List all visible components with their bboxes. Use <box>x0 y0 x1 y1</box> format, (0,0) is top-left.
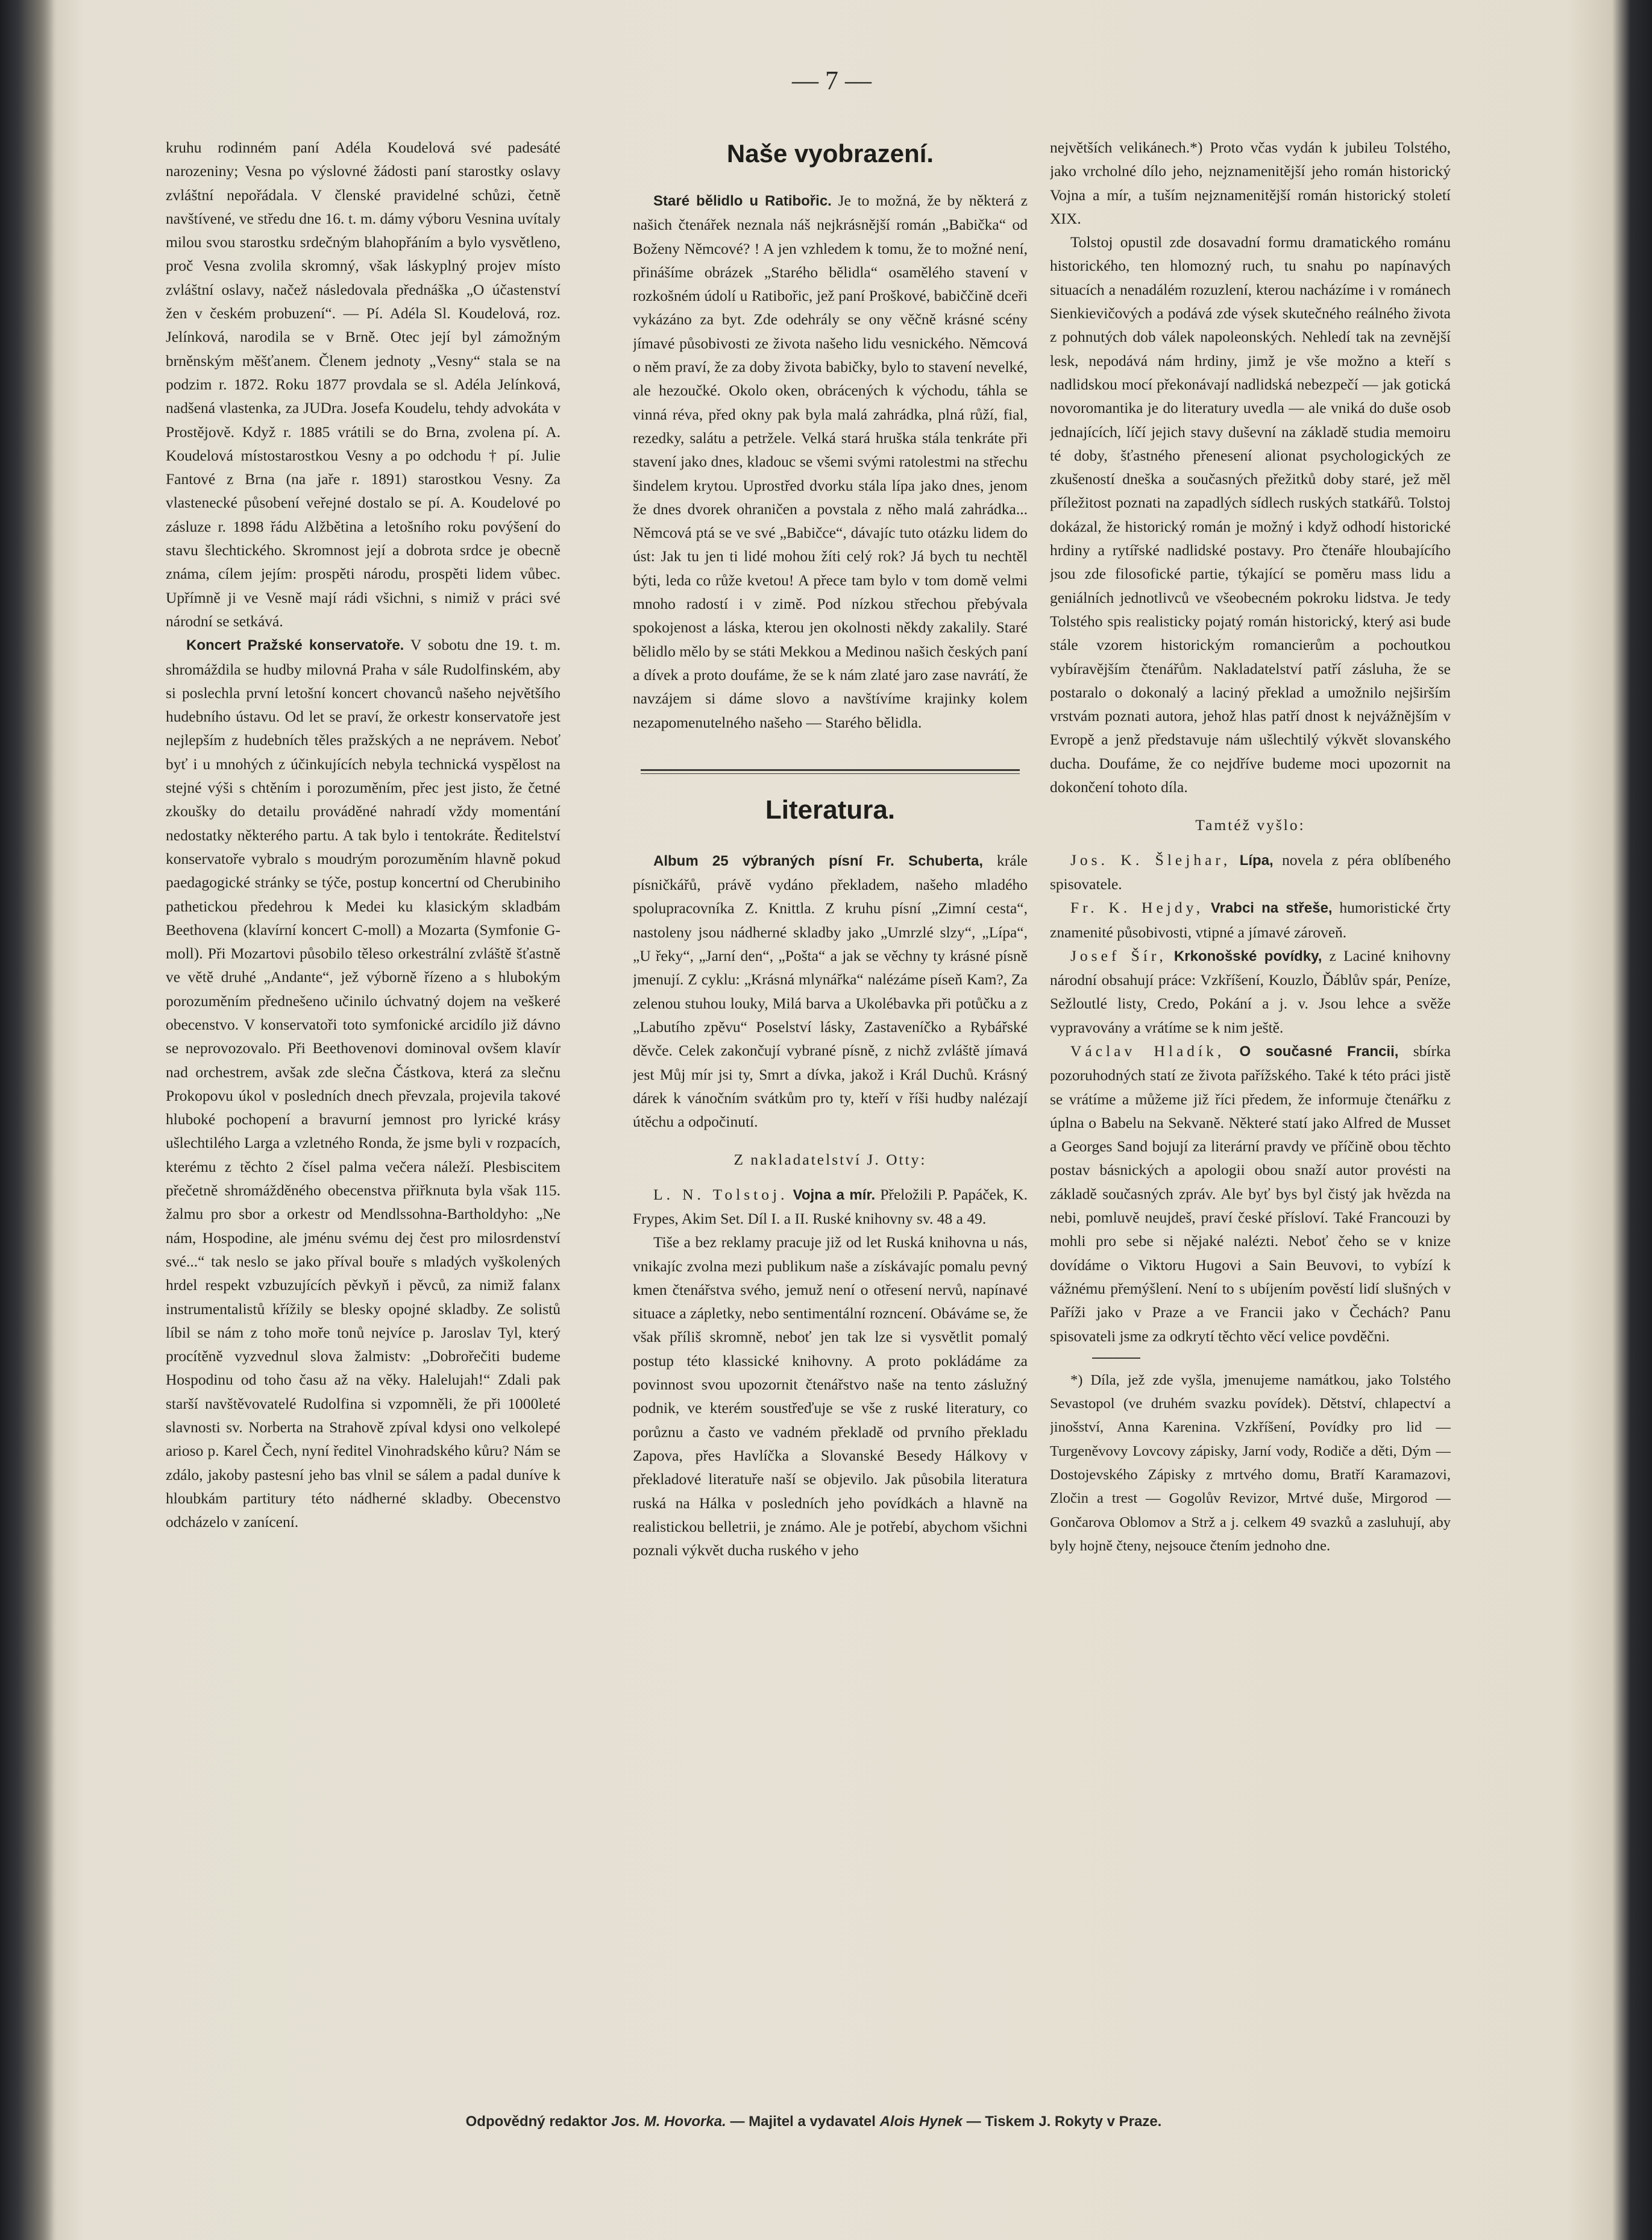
section-divider <box>641 769 1020 774</box>
entry-vrabci <box>1050 896 1451 944</box>
entry-text: humoristické črty znamenité působivosti, vtipné a jímavé zároveň. <box>1050 899 1451 941</box>
review-continued-text: největších velikánech.*) Proto včas vydán k jubileu Tolstého, jako vrcholné dílo jeho, nejznamenitější jeho román historický Vojna a mír, a tuším nejznamenitější román historický století XIX. <box>1050 139 1451 227</box>
column-middle <box>633 136 1028 2089</box>
review-title: Vojna a mír. <box>793 1186 876 1203</box>
section-heading-literatura: Literatura. <box>765 794 896 825</box>
footer-publisher-label: — Majitel a vydavatel <box>730 2113 876 2130</box>
column-left <box>166 136 561 2089</box>
article-konservator-heading: Koncert Pražské konservatoře. <box>186 637 404 654</box>
entry-francie <box>1050 1039 1451 1348</box>
section-heading-vyobrazeni: Naše vyobrazení. <box>726 139 934 168</box>
article-belidlo <box>633 189 1028 734</box>
review-details: Přeložili P. Papáček, K. Frypes, Akim Set. Díl I. a II. Ruské knihovny sv. 48 a 49. <box>633 1185 1028 1227</box>
entry-title: Lípa, <box>1239 852 1274 869</box>
column-right <box>1050 136 1451 2089</box>
review-vojna-a-mir <box>633 1183 1028 1231</box>
entry-title: Krkonošské povídky, <box>1173 948 1322 964</box>
footer-publisher-name: Alois Hynek <box>879 2113 963 2130</box>
entry-title: Vrabci na střeše, <box>1210 900 1333 917</box>
review-schubert-heading: Album 25 výbraných písní Fr. Schuberta, <box>653 852 984 869</box>
entry-text: novela z péra oblíbeného spisovatele. <box>1050 851 1451 893</box>
footnote-rule <box>1092 1358 1140 1359</box>
publisher-subheading: Z nakladatelství J. Otty: <box>733 1151 927 1169</box>
entry-author: Václav Hladík, <box>1070 1042 1225 1060</box>
article-konservator-text: V sobotu dne 19. t. m. shromáždila se hudby milovná Praha v sále Rudolfinském, aby si poslechla první letošní koncert chovanců našeho největšího hudebního ústavu. Od let se praví, že orkestr konservatoře jest nejlepším z hudebních těles pražských a ne neprávem. Neboť byť i u mnohých z účinkujících nebyla technická vyspělost na stejné výši s chtěním i porozuměním, přec jest jisto, že četné zkoušky do detailu prováděné nahradí vždy momentání nedostatky některého partu. A tak bylo i tentokráte. Ředitelství konservatoře vybralo s moudrým porozuměním hlavně pokud paedagogické stránky se týče, postup koncertní od Cherubiniho pathetickou předehrou k Medei ku klasickým skladbám Beethovena (klavírní koncert C-moll) a Mozarta (Symfonie G-moll). Při Mozartovi působilo těleso orkestrální zvláště šťastně ve větě druhé „Andante“, jež výborně řízeno a s hlubokým porozuměním přednešeno učinilo úchvatný dojem na veškeré obecenstvo. V konservatoři toto symfonické arcidílo již dávno se neprovozovalo. Při Beethovenovi dominoval ovšem klavír nad orchestrem, avšak zde slečna Částkova, která za slečnu Prokopovu úkol v posledních dnech převzala, projevila takové hluboké pochopení a bravurní jemnost pro lyrické krásy ušlechtilého Larga a vzletného Ronda, že jsme byli v rozpacích, kterému z těchto 2 čísel palma večera náleží. Plesbiscitem přečetně shromážděného obecenstva přiřknuta byla však 115. žalmu pro sbor a orkestr od Mendlssohna-Bartholdyho: „Ne nám, Hospodine, ale jménu svému dej čest pro milosrdenství své...“ tak neslo se jako příval bouře s mladých vyškolených hrdel respekt vzbuzujících pěvkyň i pěvců, za nimiž falanx instrumentalistů křížily se blesky opojné skladby. Ze solistů líbil se nám z toho moře tonů nejvíce p. Jaroslav Tyl, který procítěně vyzvednul slova žalmistv: „Dobrořečiti budeme Hospodinu od toho času až na věky. Halelujah!“ Zdali pak starší navštěvovatelé Rudolfina si vzpomněli, že při 1000leté slavnosti sv. Norberta na Strahově zpíval kdysi ono velkolepé arioso p. Karel Čech, nyní ředitel Vinohradského kůru? Nám se zdálo, jakoby pastesní jeho bas vlnil se sálem a padal duníve k hloubkám partitury této nádherné skladby. Obecenstvo odcházelo v zanícení. <box>166 636 561 1531</box>
article-koudelova-text: kruhu rodinném paní Adéla Koudelová své padesáté narozeniny; Vesna po výslovné žádosti paní starostky oslavy zvláštní nepořádala. V členské pravidelné schůzi, četně navštívené, ve středu dne 16. t. m. dámy výboru Vesnina uvítaly milou svou starostku srdečným blahopřáním a bylo vysvětleno, proč Vesna zvolila skromný, však láskyplný projev místo zvláštní oslavy, načež následovala přednáška „O účastenství žen v českém probuzení“. — Pí. Adéla Sl. Koudelová, roz. Jelínková, narodila se v Brně. Otec její byl zámožným brněnským měšťanem. Členem jednoty „Vesny“ stala se na podzim r. 1872. Roku 1877 provdala se sl. Adéla Jelínková, nadšená vlastenka, za JUDra. Josefa Koudelu, tehdy advokáta v Prostějově. Když r. 1885 vrátili se do Brna, zvolena pí. A. Koudelová místostarostkou Vesny a po odchodu † pí. Julie Fantové z Brna (na jaře r. 1891) starostkou Vesny. Za vlastenecké působení veřejné dostalo se pí. A. Koudelové po zásluze r. 1898 řádu Alžbětina a letošního roku povýšení do stavu šlechtického. Skromnost její a dobrota srdce je obecně známa, cílem jejím: prospěti národu, prospěti lidem vůbec. Upřímně ji ve Vesně mají rádi všichni, s nimiž v práci své národní se setkává. <box>166 139 561 630</box>
entry-text: z Laciné knihovny národní obsahují práce: Vzkříšení, Kouzlo, Ďáblův spár, Peníze, Sežloutlé listy, Credo, Pokání a j. v. Jsou lehce a svěže vypravovány a vrátíme se k nim ještě. <box>1050 946 1451 1036</box>
review-ruska-knihovna-text: Tiše a bez reklamy pracuje již od let Ruská knihovna u nás, vnikajíc zvolna mezi publikum naše a získávajíc pomalu pevný kmen čtenářstva svého, jemuž není o otřesení nervů, napínavé situace a zápletky, nebo sentimentální rozncení. Obáváme se, že však příliš skromně, neboť jen tak lze si vysvětlit pomalý postup této klassické knihovny. A proto pokládáme za povinnost svou upozornit čtenářstvo naše na tento záslužný podnik, ve kterém soustřeďuje se vše z ruské literatury, co porůznu a často ve vadném překladě od prvního překladu Zapova, přes Havlíčka a Slovanské Besedy Hálkovy v překladové literatuře naší se objevilo. Jak působila literatura ruská na Hálka v posledních jeho povídkách a hlavně na realistickou belletrii, je známo. Ale je potřebí, abychom všichni poznali výkvět ducha ruského v jeho <box>633 1233 1028 1559</box>
footer-editor-name: Jos. M. Hovorka. <box>611 2113 726 2130</box>
book-gutter-shadow <box>0 0 54 2240</box>
entry-lipa <box>1050 848 1451 896</box>
entry-title: O současné Francii, <box>1239 1043 1399 1060</box>
page-number: — 7 — <box>792 66 872 95</box>
page-footer <box>181 2113 1446 2130</box>
article-belidlo-heading: Staré bělidlo u Ratibořic. <box>653 193 832 209</box>
review-author: L. N. Tolstoj. <box>653 1185 788 1203</box>
entry-text: sbírka pozoruhodných statí ze života pařížského. Také k této práci jistě se vrátíme a můžeme již říci předem, že informuje čtenářku z úplna o Babelu na Sekvaně. Některé statí jako Alfred de Musset a Georges Sand bojují za literární pravdy ve příčině obou těchto postav básnických a apologii obou snaží autor provésti na základě současných zpráv. Ale byť bys byl čistý jak hvězda na nebi, pomluvě neujdeš, praví české přísloví. Také Francouzi by mohli pro sebe si nějaké nalézti. Neboť čeho se v knize dovídáme o Viktoru Hugovi a Sain Beuvovi, to vybízí k vážnému přemýšlení. Není to s ubíjením pověstí lidí slušných v Paříži jako v Praze a ve Francii jako v Čechách? Panu spisovateli jsme za odkrytí těchto věcí velice povděčni. <box>1050 1042 1451 1345</box>
review-tolstoj-text: Tolstoj opustil zde dosavadní formu dramatického románu historického, ten hlomozný ruch, tu snahu po napínavých situacích a nenadálém rozuzlení, kterou nacházíme i v románech Sienkievičových a podává zde výsek skutečného reálného života z pohnutých dob válek napoleonských. Nehledí tak na zevnější lesk, nepodává nám hrdiny, jimž je vše možno a kteří s nadlidskou mocí překonávají nadlidská nebezpečí — jak gotická novoromantika je do literatury uvedla — ale vniká do duše osob jednajících, líčí jejich stavy duševní na základě studia memoiru té doby, šťastného přenesení alionat psychologických ze zkušeností dneška a současných přežitků doby staré, jež měl příležitost poznati na zapadlých sídlech ruských statkářů. Tolstoj dokázal, že historický román je možný i když odhodí historické hrdiny a rytířské nadlidské postavy. Pro čtenáře hloubajícího jsou zde filosofické partie, týkající se poměru mass lidu a geniálních jednotlivců ve všeobecném pokroku lidstva. Je tedy Tolstého spis realisticky pojatý román historický, který asi bude stále vzorem historickým romancierům a pochoutkou vybíravějším čtenářům. Nakladatelství patří zásluha, že se postaralo o dokonalý a laciný překlad a umožnilo nejširším vrstvám poznati autora, jehož hlas patří dnost k nejvážnějším v Evropě a jenž představuje nám ušlechtilý výkvět slovanského ducha. Doufáme, že co nejdříve budeme moci upozornit na dokončení tohoto díla. <box>1050 233 1451 796</box>
footer-editor-label: Odpovědný redaktor <box>465 2113 608 2130</box>
tamtez-subheading: Tamtéž vyšlo: <box>1195 816 1305 834</box>
footer-printer: — Tiskem J. Rokyty v Praze. <box>966 2113 1162 2130</box>
review-schubert-text: krále písničkářů, právě vydáno překladem, našeho mladého spolupracovníka Z. Knittla. Z kruhu písní „Zimní cesta“, nastoleny jsou nádherné skladby jako „Umrzlé slzy“, „Lípa“, „U řeky“, „Jarní den“, „Pošta“ a jak se věchny ty krásné písně jmenují. Z cyklu: „Krásná mlynářka“ nalézáme píseň Kam?, Za zelenou stuhou louky, Milá barva a Ukolébavka při potůčku a z „Labutího zpěvu“ Poselství lásky, Zastaveníčko a Rybářské děvče. Celek zakončují vybrané písně, z nichž zvláště jímavá jest Můj mír jsi ty, Smrt a dívka, jakož i Král Duchů. Krásný dárek k vánočním svátkům pro ty, kteří v říši hudby nalézají útěchu a odpočinutí. <box>633 851 1028 1131</box>
article-konservator <box>166 633 561 1534</box>
entry-author: Jos. K. Šlejhar, <box>1070 851 1231 869</box>
footnote: *) Díla, jež zde vyšla, jmenujeme namátkou, jako Tolstého Sevastopol (ve druhém svazku povídek). Dětství, chlapectví a jinošství, Anna Karenina. Vzkříšení, Povídky pro lid — Turgeněvovy Lovcovy zápisky, Jarní vody, Rodiče a děti, Dým — Dostojevského Zápisky z mrtvého domu, Bratří Karamazovi, Zločin a trest — Gogolův Revizor, Mrtvé duše, Mirgorod — Gončarova Oblomov a Strž a j. celkem 49 svazků a zasluhují, aby byly hojně čteny, nejsouce čtením jednoho dne. <box>1050 1371 1451 1554</box>
entry-author: Fr. K. Hejdy, <box>1070 899 1204 917</box>
entry-krkonosske <box>1050 944 1451 1039</box>
article-belidlo-text: Je to možná, že by některá z našich čtenářek neznala náš nejkrásnější román „Babička“ od Boženy Němcové? ! A jen vzhledem k tomu, že to možné není, přinášíme obrázek „Starého bělidla“ osamělého stavení v rozkošném údolí u Ratibořic, jež paní Proškové, babiččině dceři vykázáno za byt. Zde odehrály se ony věčně krásné scény jímavé působivosti ze života našeho lidu vesnického. Němcová o něm praví, že za doby života babičky, bylo to stavení nevelké, ale hezoučké. Okolo oken, obrácených k východu, táhla se vinná réva, před okny pak byla malá zahrádka, plná růží, fial, rezedky, salátu a petržele. Velká stará hruška stála tenkráte při stavení jako dnes, kladouc se všemi svými ratolestmi na střechu šindelem krytou. Uprostřed dvorku stála lípa jako dnes, jenom že dnes dvorek ohraničen a povstala z něho malá zahrádka... Němcová ptá se ve své „Babičce“, dávajíc tuto otázku lidem do úst: Jak tu jen ti lidé mohou žíti celý rok? Já bych tu nechtěl býti, leda co růže kvetou! A přece tam bylo v tom domě velmi mnoho radostí i v zimě. Pod nízkou střechou přebývala spokojenost a láska, kterou jen okolnosti někdy zakalily. Staré bělidlo mělo by se státi Mekkou a Medinou našich českých paní a dívek a proto doufáme, že se k nám zlaté jaro zase navrátí, že navzájem si dáme slovo a navštívíme krajinky kolem nezapomenutelného našeho — Starého bělidla. <box>633 192 1028 731</box>
review-schubert <box>633 849 1028 1134</box>
entry-author: Josef Šír, <box>1070 946 1167 964</box>
